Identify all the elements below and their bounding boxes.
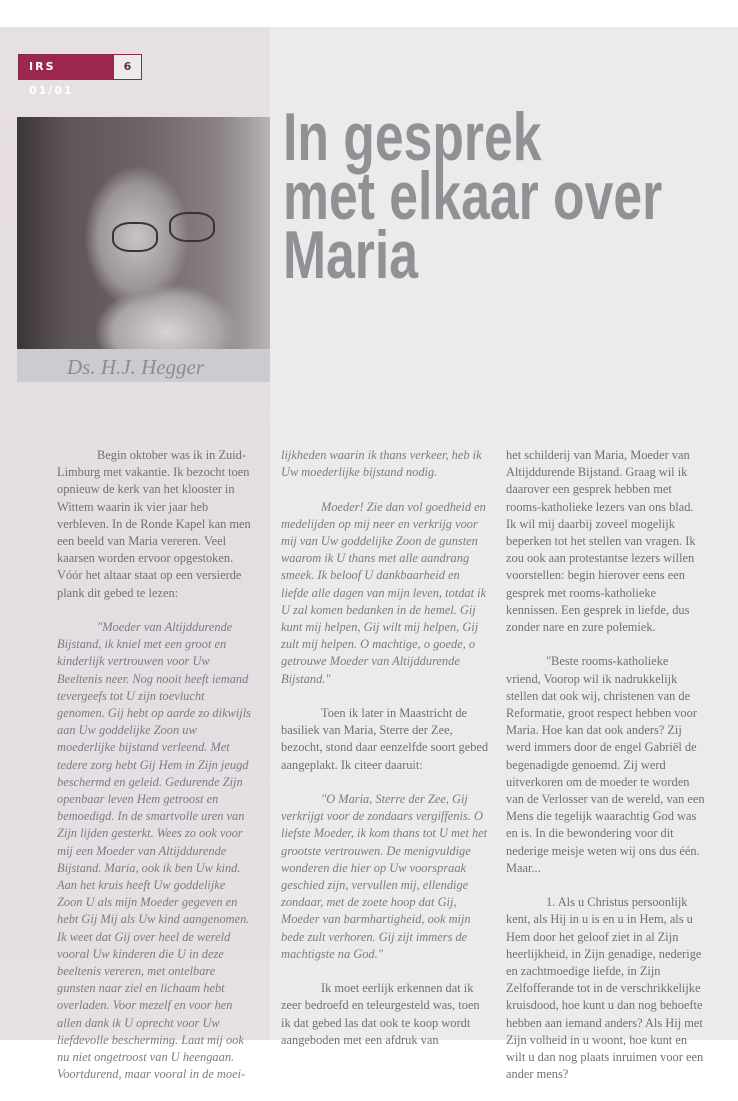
- text-column-3: [506, 447, 706, 1101]
- paragraph: Begin oktober was ik in Zuid-Limburg met vakantie. Ik bezocht toen opnieuw de kerk van het klooster in Wittem waarin ik vier jaar heb verbleven. In de Ronde Kapel kan men een beeld van Maria vereren. Veel kaarsen worden ervoor opgestoken. Vóór het altaar staat op een versierde plank dit gebed te lezen:: [57, 448, 251, 600]
- text-column-2: [281, 447, 489, 1066]
- paragraph: "Moeder van Altijddurende Bijstand, ik kniel met een groot en kinderlijk vertrouwen voor Uw Beeltenis neer. Nog nooit heeft iemand tevergeefs tot U zijn toevlucht genomen. Gij hebt op aarde zo dikwijls aan Uw goddelijke Zoon uw moederlijke bijstand verleend. Met tedere zorg hebt Gij Hem in Zijn jeugd beschermd en geleid. Gedurende Zijn openbaar leven Hem getroost en bemoedigd. In de smartvolle uren van Zijn lijden gesterkt. Wees zo ook voor mij een Moeder van Altijddurende Bijstand. Maria, ook ik ben Uw kind. Aan het kruis heeft Uw goddelijke Zoon U als mijn Moeder gegeven en hebt Gij Mij als Uw kind aangenomen. Ik weet dat Gij over heel de wereld vooral Uw kinderen die U in deze beeltenis vereren, met ontelbare gunsten naar ziel en lichaam hebt overladen. Voor mezelf en voor hen allen dank ik U oprecht voor Uw liefdevolle bescherming. Laat mij ook nu niet ongetroost van U heengaan. Voortdurend, maar vooral in de moei-: [57, 620, 251, 1082]
- title-line: Maria: [283, 217, 419, 293]
- glasses-left: [112, 222, 158, 252]
- paragraph: Moeder! Zie dan vol goedheid en medelijden op mij neer en verkrijg voor mij van Uw goddelijke Zoon de gunsten waarom ik U thans met alle aandrang smeek. Ik beloof U dankbaarheid en liefde alle dagen van mijn leven, totdat ik U zal komen bedanken in de hemel. Gij kunt mij helpen, Gij wilt mij helpen, Gij zult mij helpen. O machtige, o goede, o getrouwe Moeder van Altijddurende Bijstand.": [281, 499, 487, 686]
- paragraph: Ik moet eerlijk erkennen dat ik zeer bedroefd en teleurgesteld was, toen ik dat gebed las dat ook te koop wordt aangeboden met een afdruk van: [281, 981, 480, 1047]
- author-name: Ds. H.J. Hegger: [67, 355, 205, 379]
- glasses-right: [169, 212, 215, 242]
- paragraph: het schilderij van Maria, Moeder van Altijddurende Bijstand. Graag wil ik daarover een gesprek hebben met rooms-katholieke lezers van ons blad. Ik wil mij daarbij zoveel mogelijk beperken tot het stellen van vragen. Ik zou ook aan protestantse lezers willen voorstellen: begin hierover eens een gesprek met rooms-katholieke kennissen. Een gesprek in liefde, dus zonder nare en zure polemiek.: [506, 448, 696, 635]
- paragraph: lijkheden waarin ik thans verkeer, heb ik Uw moederlijke bijstand nodig.: [281, 448, 482, 480]
- issue-badge: [18, 54, 142, 97]
- paragraph: "Beste rooms-katholieke vriend, Voorop wil ik nadrukkelijk stellen dat ook wij, christenen van de Reformatie, groot respect hebben voor Maria. Hoe kan dat ook anders? Zij werd immers door de engel Gabriël de begenadigde genoemd. Zij werd uitverkoren om de moeder te worden van de Verlosser van de wereld, van een Mens die tegelijk waarachtig God was en is. In die bewondering voor dit nederige meisje weten wij ons dus één. Maar...: [506, 654, 705, 875]
- issue-label: IRS 01/01: [19, 55, 114, 79]
- text-column-1: [57, 447, 253, 1101]
- title-line: met elkaar over: [283, 158, 663, 234]
- paragraph: Toen ik later in Maastricht de basiliek van Maria, Sterre der Zee, bezocht, stond daar eenzelfde soort gebed aangeplakt. Ik citeer daaruit:: [281, 706, 489, 772]
- author-photo: [17, 117, 270, 349]
- paragraph: "O Maria, Sterre der Zee, Gij verkrijgt voor de zondaars vergiffenis. O liefste Moeder, ik kom thans tot U met het grootste vertrouwen. De menigvuldige wonderen die hier op Uw voorspraak geschied zijn, vervullen mij, ellendige zondaar, met de zoete hoop dat Gij, Moeder van barmhartigheid, ook mijn bede zult verhoren. Gij zijt immers de machtigste na God.": [281, 792, 488, 961]
- paragraph: 1. Als u Christus persoonlijk kent, als Hij in u is en u in Hem, als u Hem door het geloof ziet in al Zijn heerlijkheid, in Zijn genadige, nederige en zachtmoedige liefde, in Zijn Zelfofferande tot in de verschrikkelijke kruisdood, hoe kunt u dan nog behoefte hebben aan iemand anders? Als Hij met Zijn volheid in u woont, hoe kunt en wilt u dan nog plaats inruimen voor een ander mens?: [506, 895, 704, 1082]
- article-title: [283, 99, 663, 293]
- page-number: 6: [114, 55, 141, 79]
- title-line: In gesprek: [283, 99, 542, 175]
- author-caption: [17, 349, 270, 382]
